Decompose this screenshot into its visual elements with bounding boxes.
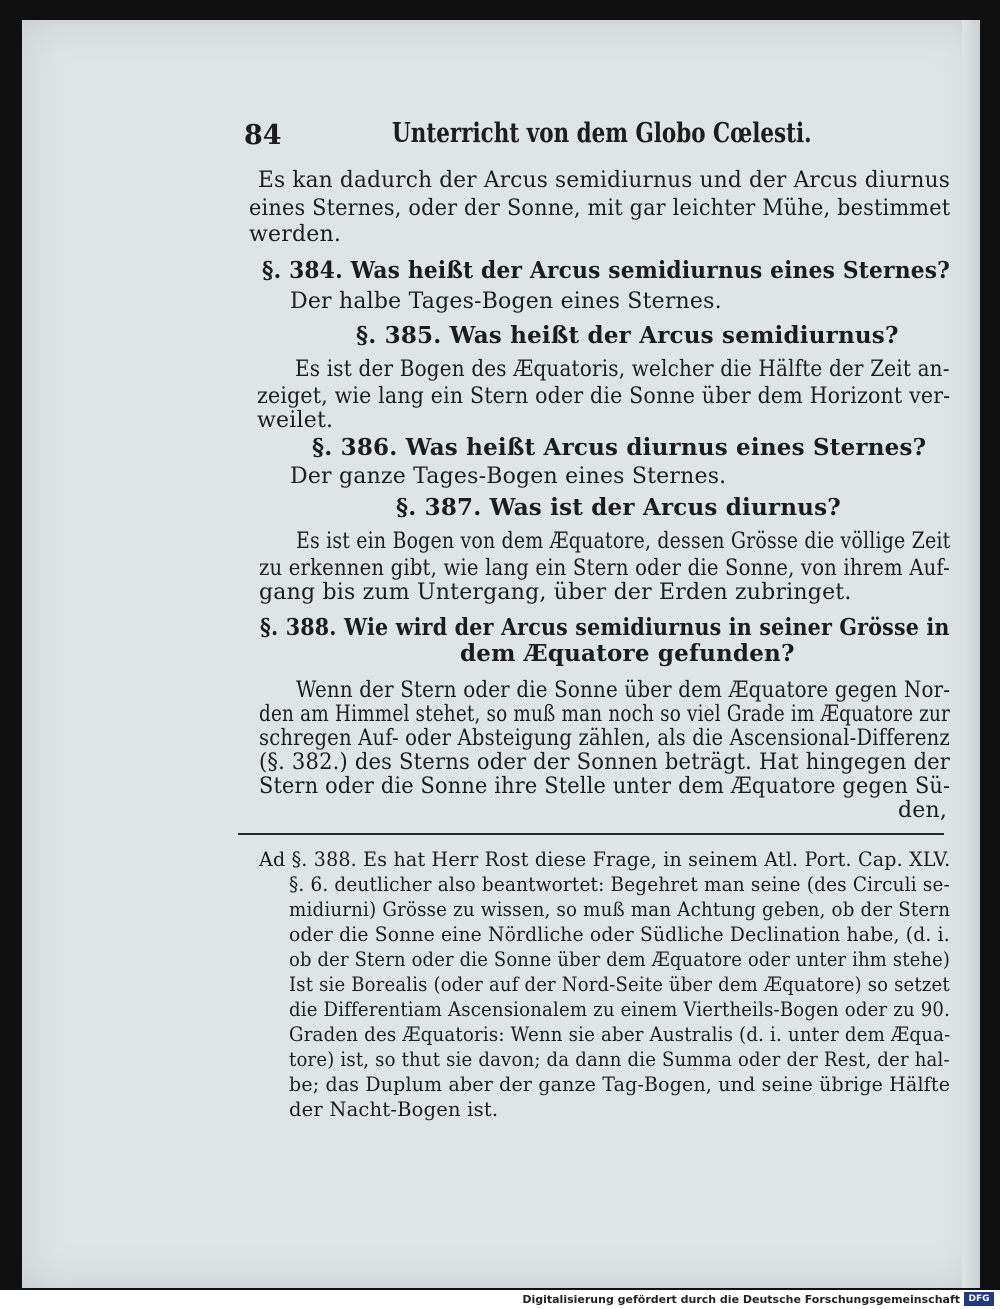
footer-credit: Digitalisierung gefördert durch die Deutsche Forschungsgemeinschaft: [522, 1293, 960, 1306]
body-line: Es kan dadurch der Arcus semidiurnus und der Arcus diurnus: [258, 168, 951, 193]
digitization-footer: [0, 1290, 1000, 1309]
body-line: zeiget, wie lang ein Stern oder die Sonne über dem Horizont ver-: [257, 384, 951, 409]
section-heading: §. 385. Was heißt der Arcus semidiurnus?: [356, 322, 899, 349]
footnote-line: be; das Duplum aber der ganze Tag-Bogen, und seine übrige Hälfte: [289, 1073, 951, 1096]
body-line: Es ist der Bogen des Æquatoris, welcher die Hälfte der Zeit an-: [295, 357, 950, 382]
body-line: eines Sternes, oder der Sonne, mit gar leichter Mühe, bestimmet: [249, 196, 951, 221]
section-heading: §. 388. Wie wird der Arcus semidiurnus in seiner Grösse in: [260, 614, 950, 641]
footnote-line: der Nacht-Bogen ist.: [289, 1098, 499, 1121]
footnote-line: midiurni) Grösse zu wissen, so muß man Achtung geben, ob der Stern: [289, 898, 951, 921]
footnote-line: ob der Stern oder die Sonne über dem Æquatore oder unter ihm stehe): [289, 948, 951, 971]
body-line: Der halbe Tages-Bogen eines Sternes.: [290, 289, 722, 314]
footnote-line: tore) ist, so thut sie davon; da dann die Summa oder der Rest, der hal-: [289, 1048, 950, 1071]
catchword: den,: [898, 798, 948, 823]
running-title: Unterricht von dem Globo Cœlesti.: [392, 118, 812, 149]
page-number: 84: [244, 120, 282, 151]
footnote-rule: [238, 833, 944, 835]
body-line: (§. 382.) des Sterns oder der Sonnen beträgt. Hat hingegen der: [259, 750, 951, 775]
section-heading: §. 384. Was heißt der Arcus semidiurnus eines Sternes?: [262, 257, 951, 284]
section-heading: dem Æquatore gefunden?: [460, 640, 795, 667]
page-gutter: [962, 20, 980, 1288]
section-heading: §. 387. Was ist der Arcus diurnus?: [396, 494, 841, 521]
section-heading: §. 386. Was heißt Arcus diurnus eines Sternes?: [312, 434, 927, 461]
footnote-line: §. 6. deutlicher also beantwortet: Begehret man seine (des Circuli se-: [289, 873, 950, 896]
footnote-line: Graden des Æquatoris: Wenn sie aber Australis (d. i. unter dem Æqua-: [289, 1023, 951, 1046]
body-line: weilet.: [257, 408, 334, 433]
body-line: werden.: [249, 222, 342, 247]
footnote-line: oder die Sonne eine Nördliche oder Südliche Declination habe, (d. i.: [289, 923, 950, 946]
body-line: schregen Auf- oder Absteigung zählen, als die Ascensional-Differenz: [259, 726, 950, 751]
body-line: Stern oder die Sonne ihre Stelle unter dem Æquatore gegen Sü-: [259, 774, 951, 799]
footnote-line: Ad §. 388. Es hat Herr Rost diese Frage, in seinem Atl. Port. Cap. XLV.: [259, 848, 951, 871]
body-line: zu erkennen gibt, wie lang ein Stern oder die Sonne, von ihrem Auf-: [259, 556, 950, 581]
body-line: Es ist ein Bogen von dem Æquatore, dessen Grösse die völlige Zeit: [296, 529, 951, 554]
body-line: Wenn der Stern oder die Sonne über dem Æquatore gegen Nor-: [296, 678, 951, 703]
footnote-line: Ist sie Borealis (oder auf der Nord-Seite über dem Æquatore) so setzet: [289, 973, 950, 996]
body-line: den am Himmel stehet, so muß man noch so viel Grade im Æquatore zur: [259, 702, 951, 727]
footnote-line: die Differentiam Ascensionalem zu einem Viertheils-Bogen oder zu 90.: [289, 998, 951, 1021]
dfg-logo-icon: DFG: [964, 1292, 994, 1306]
body-line: gang bis zum Untergang, über der Erden zubringet.: [259, 580, 852, 605]
body-line: Der ganze Tages-Bogen eines Sternes.: [290, 464, 727, 489]
